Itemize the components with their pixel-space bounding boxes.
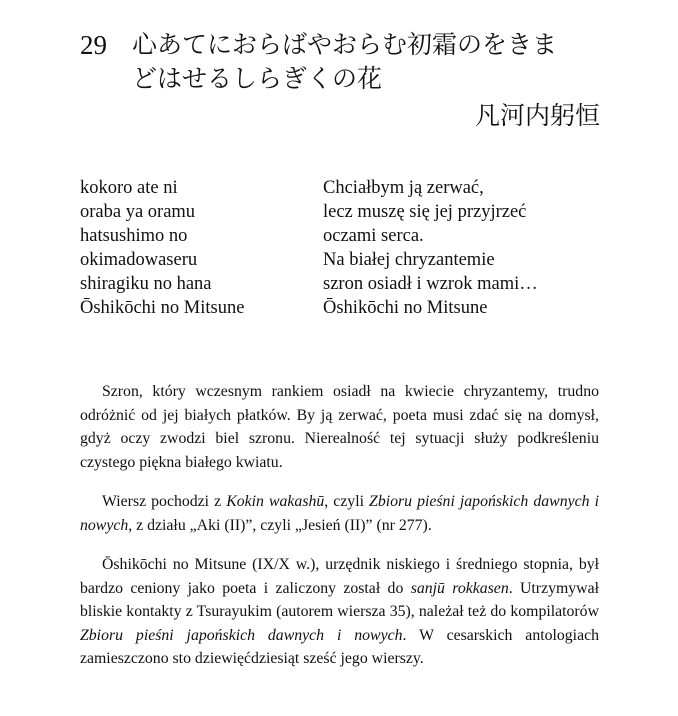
collection-title-translation: Zbioru pieśni japońskich dawnych i nowych (80, 493, 599, 534)
commentary-text: Ōshikōchi no Mitsune (IX/X w.), urzędnik niskiego i średniego stopnia, był bardzo ceniony jako poeta i zaliczony został do (80, 556, 599, 597)
polish-translation (323, 176, 623, 320)
polish-line: Na białej chryzantemie (323, 250, 495, 270)
collection-title-translation: Zbioru pieśni japońskich dawnych i nowych (80, 626, 403, 644)
polish-line: lecz muszę się jej przyjrzeć (323, 202, 527, 222)
polish-author: Ōshikōchi no Mitsune (323, 298, 488, 318)
commentary-text: Wiersz pochodzi z (102, 493, 227, 510)
japanese-poem (132, 28, 612, 96)
romaji-line: okimadowaseru (80, 250, 198, 270)
commentary-paragraph-1 (80, 380, 599, 474)
romaji-line: shiragiku no hana (80, 274, 212, 294)
commentary-text: , z działu „Aki (II)”, czyli „Jesień (II)” (nr 277). (128, 516, 432, 534)
commentary-text: . Utrzymywał bliskie kontakty z Tsurayukim (autorem wiersza 35), należał też do kompilatorów (80, 579, 599, 620)
commentary-paragraph-3 (80, 553, 599, 671)
commentary-paragraph-2 (80, 490, 599, 537)
polish-line: szron osiadł i wzrok mami… (323, 274, 538, 294)
japanese-line: どはせるしらぎくの花 (132, 64, 383, 93)
collection-title: Kokin wakashū (226, 493, 325, 510)
romaji-transcription (80, 176, 310, 320)
romaji-line: hatsushimo no (80, 226, 188, 246)
romaji-line: oraba ya oramu (80, 202, 196, 222)
commentary-text: Szron, który wczesnym rankiem osiadł na kwiecie chryzantemy, trudno odróżnić od jej białych płatków. By ją zerwać, poeta musi zdać się na domysł, gdyż oczy zwodzi biel szronu. Nierealność tej sytuacji służy podkreśleniu czystego piękna białego kwiatu. (80, 383, 599, 471)
term-italic: sanjū rokkasen (410, 579, 509, 597)
romaji-author: Ōshikōchi no Mitsune (80, 298, 245, 318)
polish-line: oczami serca. (323, 226, 424, 246)
commentary-text: , czyli (324, 493, 370, 510)
romaji-line: kokoro ate ni (80, 178, 178, 198)
poem-number: 29 (80, 30, 107, 60)
japanese-line: 心あてにおらばやおらむ初霜のをきま (132, 30, 558, 59)
author-japanese: 凡河内躬恒 (474, 101, 600, 130)
polish-line: Chciałbym ją zerwać, (323, 178, 484, 198)
commentary-text: . W cesarskich antologiach zamieszczono sto dziewięćdziesiąt sześć jego wierszy. (80, 626, 599, 667)
